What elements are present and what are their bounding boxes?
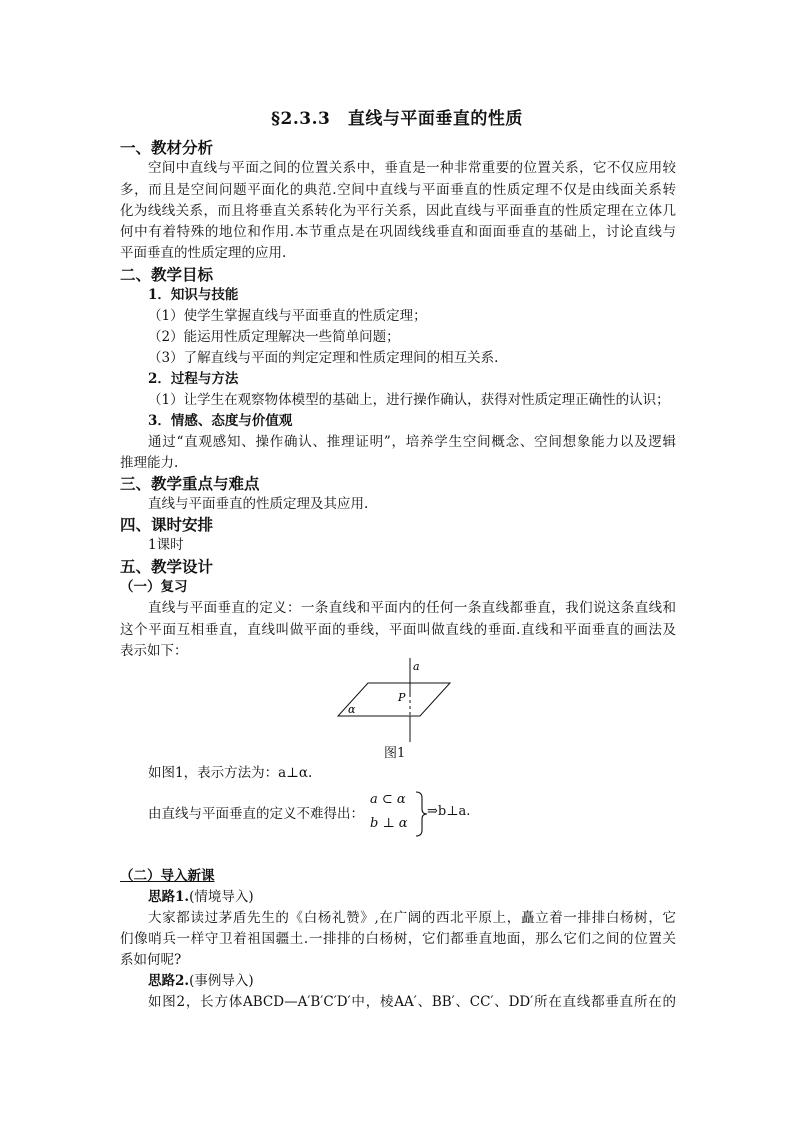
paragraph-line: 如图1，表示方法为：a⊥α. xyxy=(148,765,313,781)
section-heading-analysis: 一、教材分析 xyxy=(120,138,214,157)
paragraph-line: 由直线与平面垂直的定义不难得出： xyxy=(148,806,364,822)
premise-brace xyxy=(370,790,430,838)
paragraph-line: 直线与平面垂直的定义：一条直线和平面内的任何一条直线都垂直，我们说这条直线和 xyxy=(148,600,676,616)
subheading-knowledge: 1．知识与技能 xyxy=(148,287,239,303)
paragraph-line: 表示如下： xyxy=(120,643,188,659)
paragraph-line: 多，而且是空间问题平面化的典范.空间中直线与平面垂直的性质定理不仅是由线面关系转 xyxy=(120,182,676,198)
idea-type: (情境导入) xyxy=(189,889,254,905)
idea-type: (事例导入) xyxy=(189,973,254,989)
section-heading-objectives: 二、教学目标 xyxy=(120,265,214,284)
premise-bottom: b ⊥ α xyxy=(370,816,408,831)
paragraph-line: 化为线线关系，而且将垂直关系转化为平行关系，因此直线与平面垂直的性质定理在立体几 xyxy=(120,203,676,219)
paragraph-line: 如图2，长方体ABCD—A′B′C′D′中，棱AA′、BB′、CC′、DD′所在直线都垂直所在的 xyxy=(148,994,676,1010)
right-brace-icon xyxy=(414,790,428,838)
label-a: a xyxy=(413,660,420,673)
paragraph-line: 何中有着特殊的地位和作用.本节重点是在巩固线线垂直和面面垂直的基础上，讨论直线与 xyxy=(120,224,676,240)
section-heading-design: 五、教学设计 xyxy=(120,557,214,576)
subheading-process: 2．过程与方法 xyxy=(148,371,239,387)
paragraph-line: 空间中直线与平面之间的位置关系中，垂直是一种非常重要的位置关系，它不仅应用较 xyxy=(148,160,676,176)
list-item: （1）使学生掌握直线与平面垂直的性质定理； xyxy=(148,308,427,324)
section-heading-schedule: 四、课时安排 xyxy=(120,515,214,534)
list-item: （1）让学生在观察物体模型的基础上，进行操作确认，获得对性质定理正确性的认识； xyxy=(148,392,670,408)
idea-heading-1 xyxy=(148,887,676,908)
figure-line-perpendicular-plane xyxy=(330,656,470,756)
paragraph-line: 1课时 xyxy=(148,537,184,553)
subheading-attitude: 3．情感、态度与价值观 xyxy=(148,413,293,429)
premise-top: a ⊂ α xyxy=(370,792,406,807)
paragraph-line: 大家都读过茅盾先生的《白杨礼赞》,在广阔的西北平原上，矗立着一排排白杨树，它 xyxy=(148,910,676,926)
subheading-introduction xyxy=(120,866,676,887)
paragraph-line: 通过“直观感知、操作确认、推理证明”，培养学生空间概念、空间想象能力以及逻辑 xyxy=(148,434,676,450)
idea-label: 思路2. xyxy=(148,973,190,989)
list-item: （3）了解直线与平面的判定定理和性质定理间的相互关系. xyxy=(148,350,499,366)
subheading-introduction-text: （二）导入新课 xyxy=(120,868,215,884)
page-title: §2.3.3 直线与平面垂直的性质 xyxy=(271,109,523,129)
label-alpha: α xyxy=(348,703,356,716)
subheading-review: （一）复习 xyxy=(120,579,188,595)
idea-heading-2 xyxy=(148,971,676,992)
list-item: （2）能运用性质定理解决一些简单问题； xyxy=(148,329,400,345)
figure-caption: 图1 xyxy=(384,746,406,761)
section-heading-keypoints: 三、教学重点与难点 xyxy=(120,474,260,493)
paragraph-line: 平面垂直的性质定理的应用. xyxy=(120,245,287,261)
paragraph-line: 系如何呢? xyxy=(120,952,182,968)
idea-label: 思路1. xyxy=(148,889,190,905)
paragraph-line: 们像哨兵一样守卫着祖国疆土.一排排的白杨树，它们都垂直地面，那么它们之间的位置关 xyxy=(120,931,676,947)
implication: ⇒b⊥a. xyxy=(427,804,471,819)
label-p: P xyxy=(398,691,406,704)
paragraph-line: 推理能力. xyxy=(120,455,179,471)
paragraph-line: 这个平面互相垂直，直线叫做平面的垂线，平面叫做直线的垂面.直线和平面垂直的画法及 xyxy=(120,622,676,638)
paragraph-line: 直线与平面垂直的性质定理及其应用. xyxy=(148,496,369,512)
